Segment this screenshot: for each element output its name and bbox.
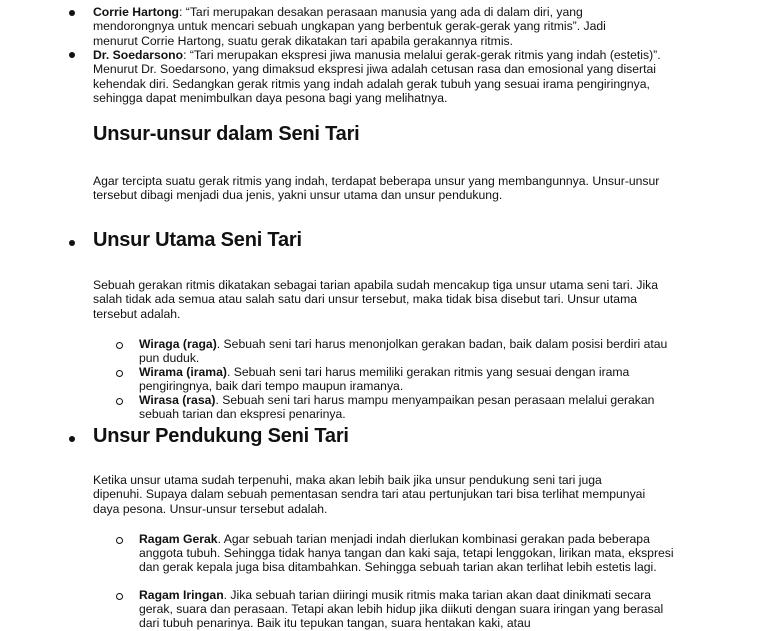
section-heading-utama: Unsur Utama Seni Tari: [93, 229, 302, 251]
definition-corrie-hartong: [93, 5, 653, 48]
item-term: Wirama (irama): [139, 365, 227, 379]
section-heading-pendukung: Unsur Pendukung Seni Tari: [93, 425, 349, 447]
section-intro-pendukung: Ketika unsur utama sudah terpenuhi, maka akan lebih baik jika unsur pendukung seni tari juga dipenuhi. Supaya dalam sebuah pementasan sendra tari atau pertunjukan tari bisa terlihat mempunyai daya pesona. Unsur-unsur tersebut adalah.: [93, 473, 646, 516]
list-item: [139, 532, 675, 575]
definition-name: Corrie Hartong: [93, 5, 179, 19]
sub-bullet-marker: [116, 537, 123, 544]
list-item: [139, 365, 675, 393]
item-term: Wirasa (rasa): [139, 393, 216, 407]
item-text: . Sebuah seni tari harus mampu menyampaikan pesan perasaan melalui gerakan sebuah tarian dan ekspresi penarinya.: [139, 393, 655, 422]
definition-text: : “Tari merupakan ekspresi jiwa manusia melalui gerak-gerak ritmis yang indah (estetis)”. Menurut Dr. Soedarsono, yang dimaksud ekspresi jiwa adalah cetusan rasa dan emosional yang disertai kehendak diri. Sedangkan gerak ritmis yang indah adalah gerak tubuh yang sesuai irama pengiringnya, sehingga dapat menimbulkan daya pesona bagi yang melihatnya.: [93, 48, 661, 106]
bullet-marker: [69, 240, 75, 246]
sub-bullet-marker: [116, 370, 123, 377]
sub-bullet-marker: [116, 398, 123, 405]
item-text: . Agar sebuah tarian menjadi indah dierlukan kombinasi gerakan pada beberapa anggota tubuh. Sehingga tidak hanya tangan dan kaki saja, tetapi lenggokan, lirikan mata, ekspresi dan gerak kepala juga bisa ditambahkan. Sehingga sebuah tarian akan terlihat lebih estetis lagi.: [139, 532, 674, 575]
section-intro-utama: Sebuah gerakan ritmis dikatakan sebagai tarian apabila sudah mencakup tiga unsur utama seni tari. Jika salah tidak ada semua atau salah satu dari unsur tersebut, maka tidak bisa disebut tari. Unsur utama tersebut adalah.: [93, 278, 659, 321]
definition-soedarsono: [93, 48, 673, 106]
section-intro-unsur: Agar tercipta suatu gerak ritmis yang indah, terdapat beberapa unsur yang membangunnya. Unsur-unsur tersebut dibagi menjadi dua jenis, yakni unsur utama dan unsur pendukung.: [93, 174, 660, 203]
item-text: . Sebuah seni tari harus menonjolkan gerakan badan, baik dalam posisi berdiri atau pun duduk.: [139, 337, 668, 366]
item-term: Ragam Gerak: [139, 532, 218, 546]
item-text: . Sebuah seni tari harus memiliki gerakan ritmis yang sesuai dengan irama pengiringnya, baik dari tempo maupun iramanya.: [139, 365, 630, 394]
bullet-marker: [69, 436, 75, 442]
definition-name: Dr. Soedarsono: [93, 48, 184, 62]
item-term: Wiraga (raga): [139, 337, 217, 351]
item-term: Ragam Iringan: [139, 588, 224, 602]
item-text: . Jika sebuah tarian diiringi musik ritmis maka tarian akan daat dinikmati secara gerak, suara dan perasaan. Tetapi akan lebih hidup jika diikuti dengan suara iringan yang berasal dari tubuh penarinya. Baik itu tepukan tangan, suara hentakan kaki, atau: [139, 588, 664, 631]
bullet-marker: [69, 52, 75, 58]
sub-bullet-marker: [116, 593, 123, 600]
sub-bullet-marker: [116, 342, 123, 349]
list-item: [139, 337, 675, 365]
list-item: [139, 588, 675, 631]
list-item: [139, 393, 675, 421]
definition-text: : “Tari merupakan desakan perasaan manusia yang ada di dalam diri, yang mendorongnya untuk mencari sebuah ungkapan yang berbentuk gerak-gerak yang ritmis”. Jadi menurut Corrie Hartong, suatu gerak dikatakan tari apabila gerakannya ritmis.: [93, 5, 606, 48]
section-heading-unsur: Unsur-unsur dalam Seni Tari: [93, 123, 360, 145]
bullet-marker: [69, 10, 75, 16]
